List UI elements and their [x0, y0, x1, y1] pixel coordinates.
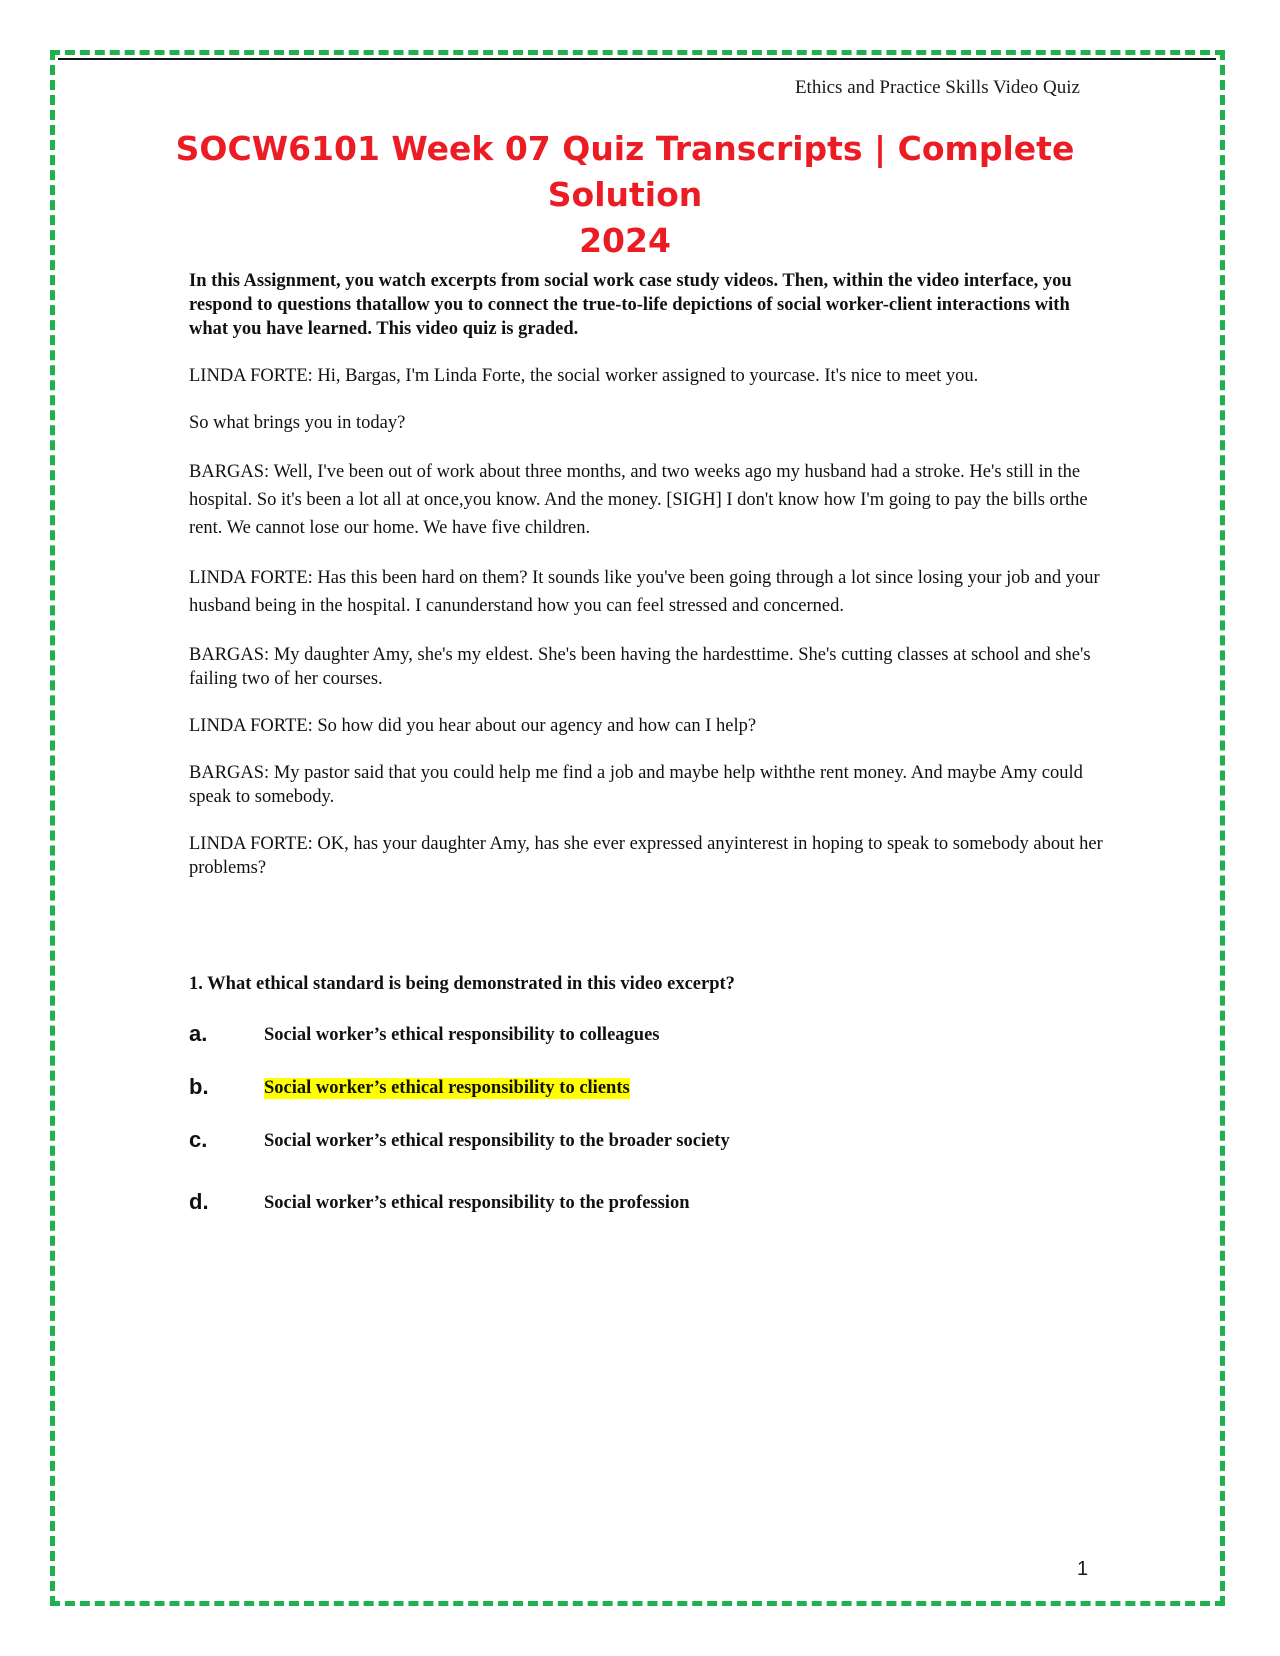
transcript-paragraph: BARGAS: My pastor said that you could help me find a job and maybe help withthe rent money. And maybe Amy could speak to somebody.	[189, 763, 1083, 807]
page-number: 1	[1077, 1558, 1089, 1580]
option-text-highlighted: Social worker’s ethical responsibility to clients	[264, 1078, 630, 1098]
transcript-paragraph: LINDA FORTE: Hi, Bargas, I'm Linda Forte, the social worker assigned to yourcase. It's nice to meet you.	[189, 366, 979, 386]
transcript-paragraph: BARGAS: Well, I've been out of work about three months, and two weeks ago my husband had a stroke. He's still in the hospital. So it's been a lot all at once,you know. And the money. [SIGH] I don't know how I'm going to pay the bills orthe rent. We cannot lose our home. We have five children.	[189, 462, 1088, 538]
question-1: 1. What ethical standard is being demonstrated in this video excerpt?	[189, 974, 735, 994]
title-line-1: SOCW6101 Week 07 Quiz Transcripts | Complete Solution	[175, 129, 1075, 214]
transcript-paragraph: LINDA FORTE: Has this been hard on them? It sounds like you've been going through a lot since losing your job and your husband being in the hospital. I canunderstand how you can feel stressed and concerned.	[189, 568, 1100, 616]
option-letter: b.	[189, 1074, 209, 1099]
transcript-paragraph: BARGAS: My daughter Amy, she's my eldest. She's been having the hardesttime. She's cutting classes at school and she's failing two of her courses.	[189, 645, 1091, 689]
transcript-paragraph: LINDA FORTE: OK, has your daughter Amy, has she ever expressed anyinterest in hoping to speak to somebody about her problems?	[189, 834, 1103, 878]
intro-paragraph: In this Assignment, you watch excerpts from social work case study videos. Then, within the video interface, you respond to questions thatallow you to connect the true-to-life depictions of social worker-client interactions with what you have learned. This video quiz is graded.	[189, 271, 1072, 339]
option-text: Social worker’s ethical responsibility to the broader society	[264, 1131, 730, 1151]
option-letter: c.	[189, 1127, 208, 1152]
option-text: Social worker’s ethical responsibility to the profession	[264, 1193, 690, 1213]
option-letter: a.	[189, 1021, 208, 1046]
transcript-paragraph: So what brings you in today?	[189, 413, 406, 433]
document-body	[189, 269, 1109, 880]
option-letter: d.	[189, 1189, 209, 1214]
running-header: Ethics and Practice Skills Video Quiz	[794, 77, 1080, 98]
header-rule	[58, 58, 1216, 60]
transcript-paragraph: LINDA FORTE: So how did you hear about our agency and how can I help?	[189, 716, 757, 736]
page-title	[120, 126, 1130, 264]
option-text: Social worker’s ethical responsibility to colleagues	[264, 1025, 660, 1045]
title-line-2: 2024	[579, 221, 671, 260]
